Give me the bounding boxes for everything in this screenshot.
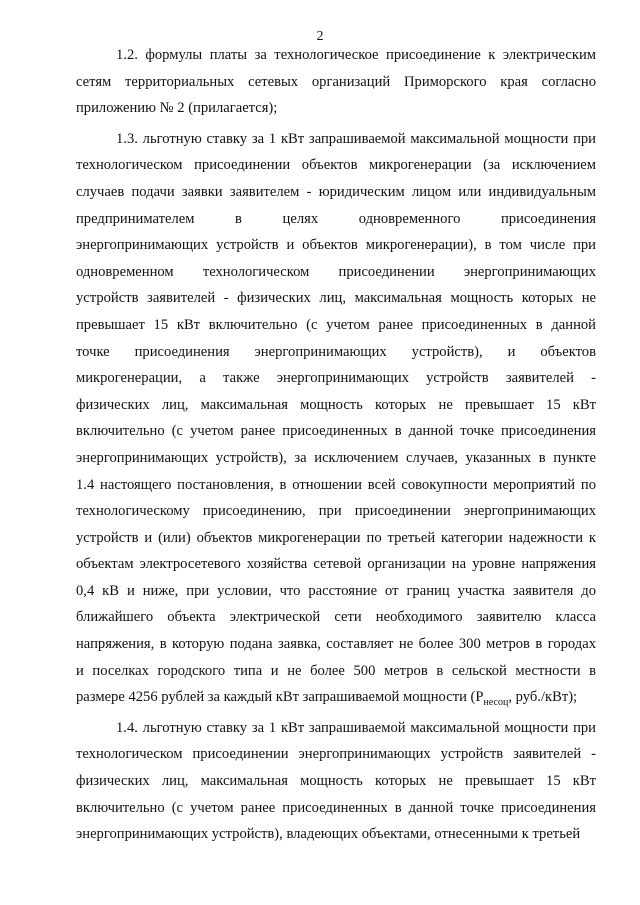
text-line: 1.4 настоящего постановления, в отношении всей совокупности мероприятий по	[76, 476, 596, 493]
text-line: технологическому присоединению, при присоединении энергопринимающих	[76, 503, 596, 520]
text-line: одновременном технологическом присоединении энергопринимающих	[76, 263, 596, 280]
document-body	[76, 42, 596, 848]
page-number: 2	[316, 29, 324, 44]
text-line: и поселках городского типа и не более 500 метров в сельской местности в	[76, 662, 596, 679]
paragraph-item-1-2	[76, 42, 596, 122]
text-line: 1.2. формулы платы за технологическое присоединение к электрическим	[116, 47, 596, 63]
paragraph-item-1-4	[76, 715, 596, 848]
paragraph-item-1-3	[76, 126, 596, 711]
text-line: включительно (с учетом ранее присоединенных в данной точке присоединения	[76, 423, 596, 440]
text-line: точке присоединения энергопринимающих устройств), и объектов	[76, 343, 596, 360]
text-line: технологическом присоединении объектов микрогенерации (за исключением	[76, 157, 596, 174]
text-line: сетям территориальных сетевых организаций Приморского края согласно	[76, 73, 596, 90]
text-line: 1.3. льготную ставку за 1 кВт запрашиваемой максимальной мощности при	[116, 130, 596, 147]
text-line: размере 4256 рублей за каждый кВт запрашиваемой мощности ($P_{несоц}$, руб./кВт);	[76, 689, 578, 709]
text-line: микрогенерации, а также энергопринимающих устройств заявителей -	[76, 370, 596, 387]
text-line: энергопринимающих устройств), за исключением случаев, указанных в пункте	[76, 449, 596, 466]
text-line: устройств и (или) объектов микрогенерации по третьей категории надежности к	[76, 529, 596, 546]
text-line: энергопринимающих устройств), владеющих объектами, отнесенными к третьей	[76, 826, 581, 843]
text-line: устройств заявителей - физических лиц, максимальная мощность которых не	[76, 290, 596, 307]
text-line: предпринимателем в целях одновременного присоединения	[76, 210, 596, 227]
text-line: объектам электросетевого хозяйства сетевой организации на уровне напряжения	[76, 556, 596, 573]
text-line: включительно (с учетом ранее присоединенных в данной точке присоединения	[76, 799, 596, 816]
text-line: физических лиц, максимальная мощность которых не превышает 15 кВт	[76, 773, 596, 790]
text-line: 0,4 кВ и ниже, при условии, что расстояние от границ участка заявителя до	[76, 582, 596, 599]
text-line: превышает 15 кВт включительно (с учетом ранее присоединенных в данной	[76, 316, 596, 333]
text-line: физических лиц, максимальная мощность которых не превышает 15 кВт	[76, 396, 596, 413]
text-line: энергопринимающих устройств и объектов микрогенерации), в том числе при	[76, 237, 596, 254]
text-line: случаев подачи заявки заявителем - юридическим лицом или индивидуальным	[76, 183, 596, 200]
text-line: напряжения, в которую подана заявка, составляет не более 300 метров в городах	[76, 636, 596, 653]
text-line: приложению № 2 (прилагается);	[76, 100, 278, 117]
text-line: ближайшего объекта электрической сети необходимого заявителю класса	[76, 609, 596, 626]
text-line: 1.4. льготную ставку за 1 кВт запрашиваемой максимальной мощности при	[116, 719, 596, 736]
text-line: технологическом присоединении энергопринимающих устройств заявителей -	[76, 746, 596, 763]
